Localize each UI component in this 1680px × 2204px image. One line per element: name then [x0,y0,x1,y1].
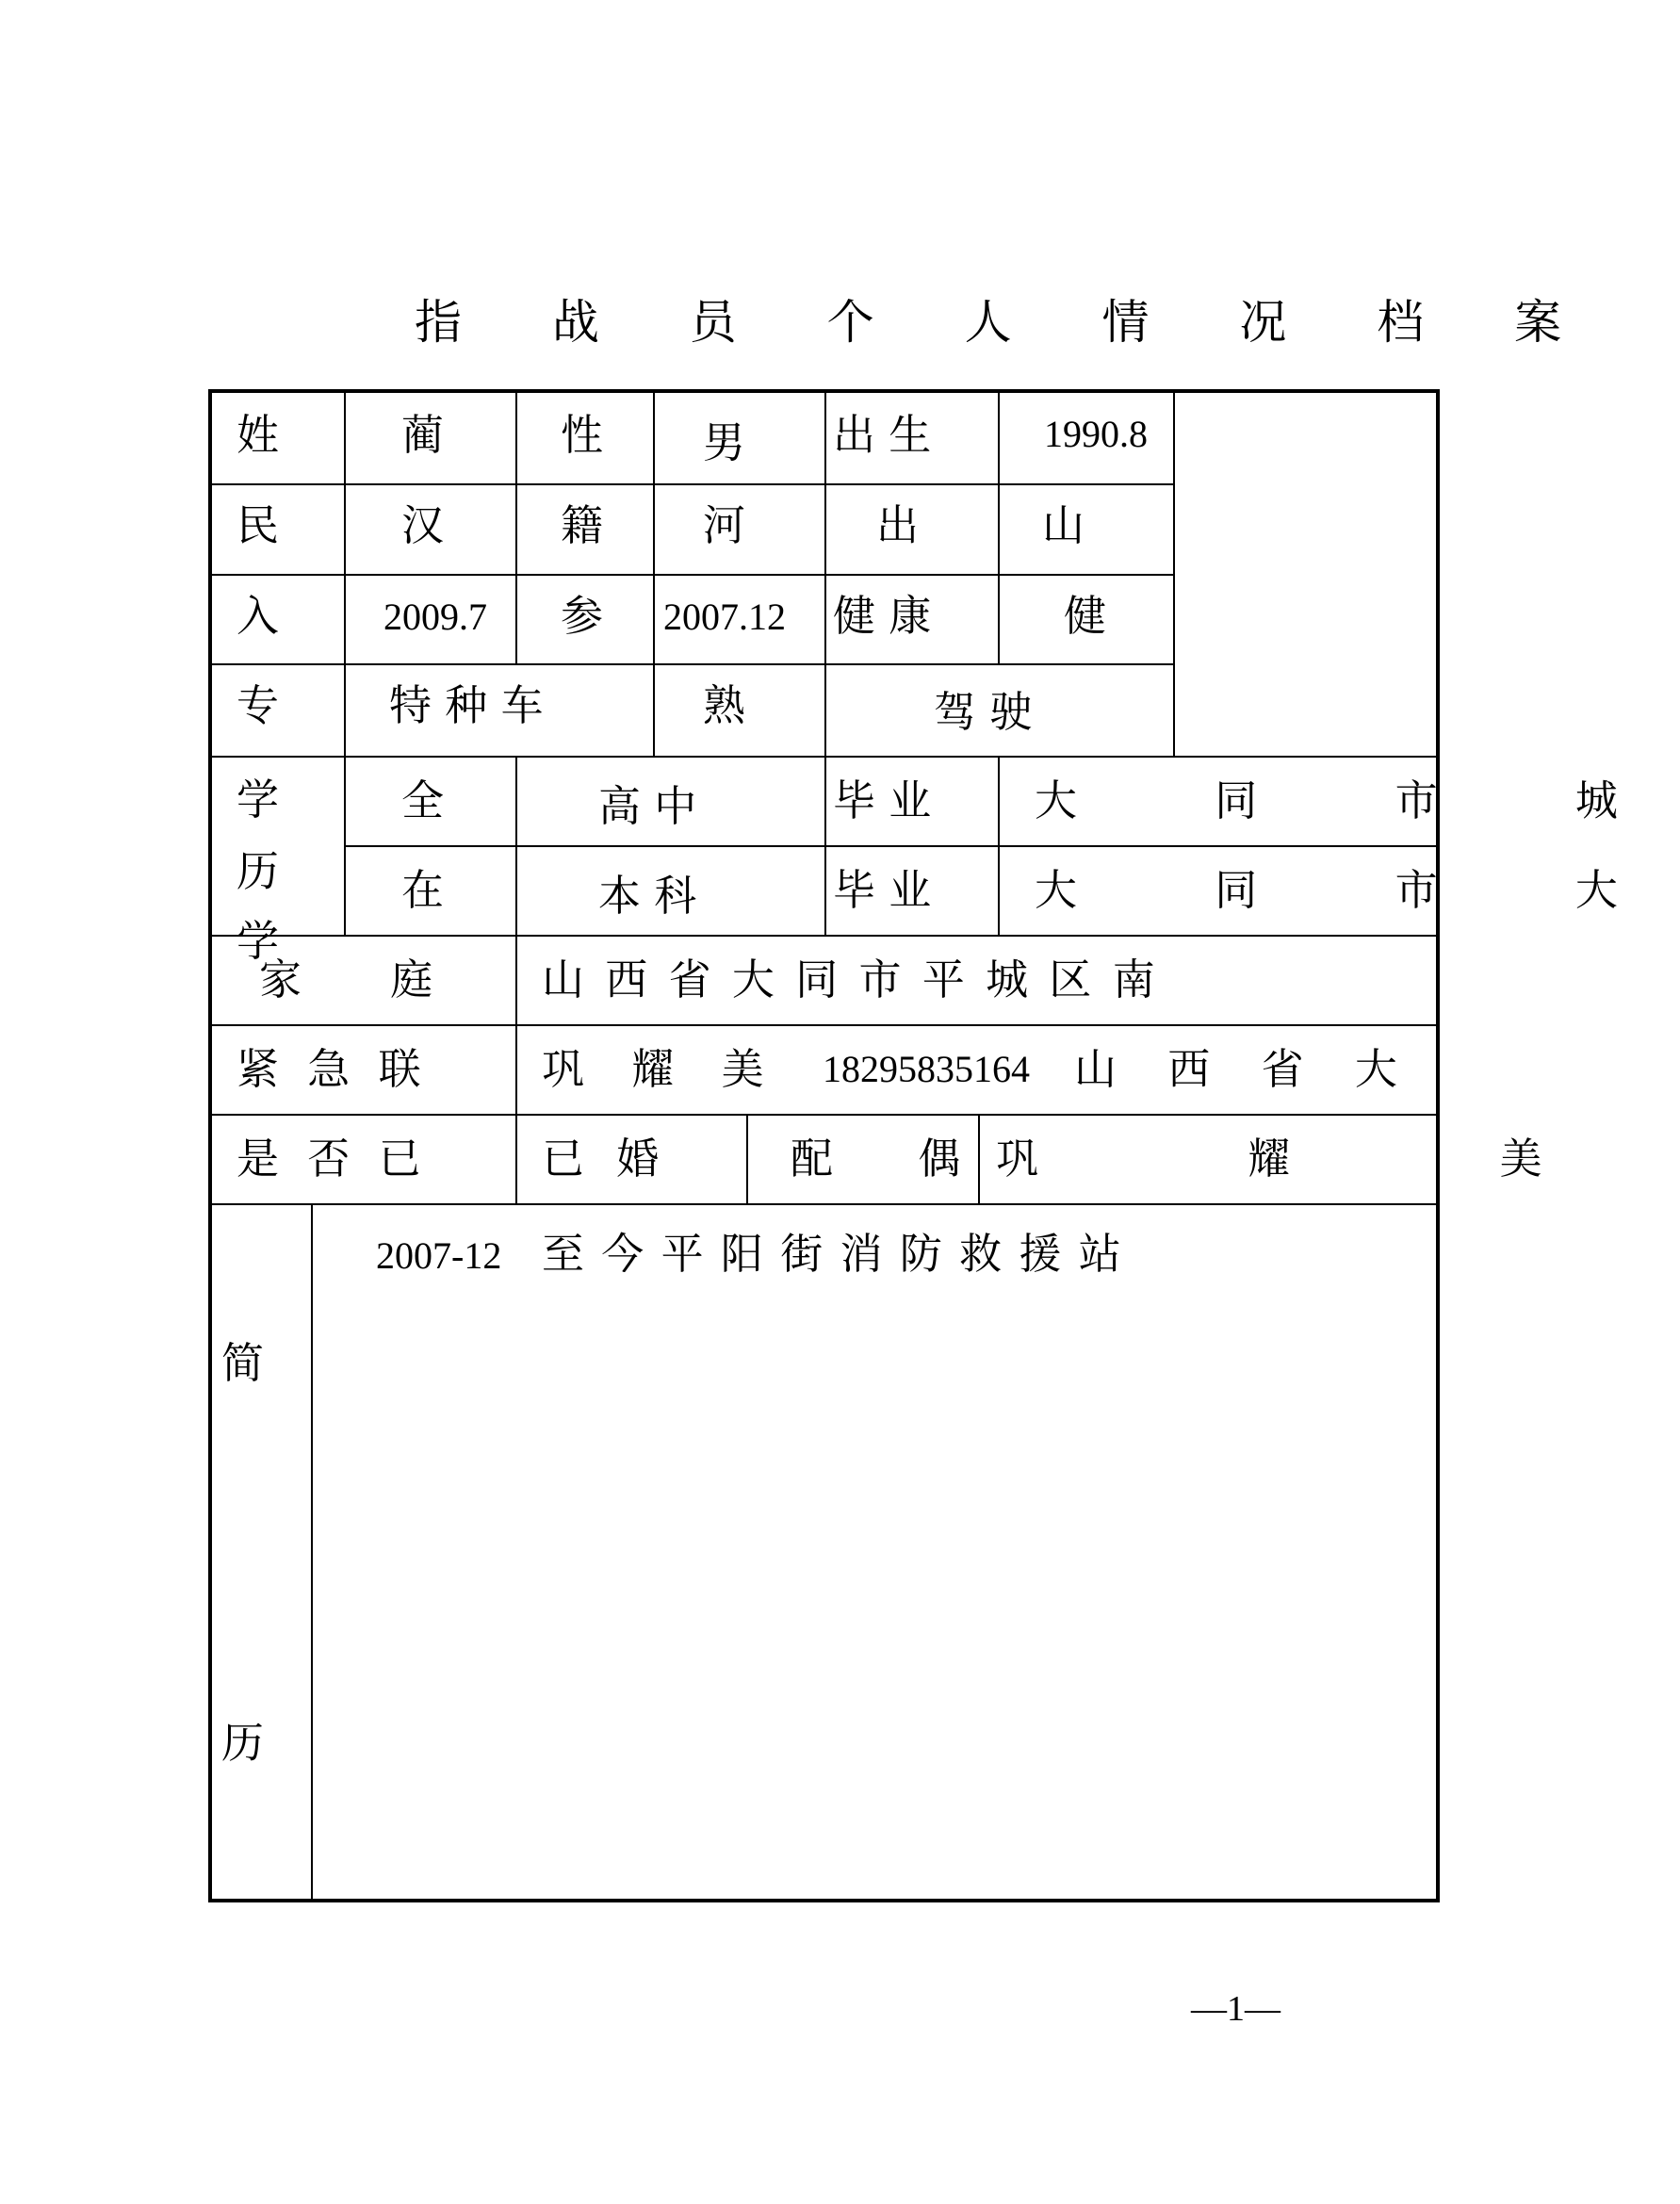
native-place-value: 河 [703,500,746,550]
native-place-label: 籍 [561,500,604,550]
health-label: 健 康 [833,591,932,641]
page-number: —1— [1191,1989,1280,2029]
birth-label: 出 生 [833,410,932,460]
specialty-value: 特 种 车 [389,680,544,730]
marital-status-label: 是 否 已 [237,1134,429,1184]
education-side-label: 学 历 学 [237,775,280,966]
surname-value: 蔺 [401,410,445,460]
resume-label-1: 简 [221,1338,265,1388]
health-value: 健 [1064,591,1107,641]
emergency-contact-label: 紧 急 联 [237,1044,429,1094]
fulltime-degree: 高 中 [598,781,697,831]
resume-entry-text: 至 今 平 阳 街 消 防 救 援 站 [542,1229,1123,1279]
enlist-date-value: 2007.12 [663,596,786,638]
inservice-school: 大 同 市 大 [1035,865,1680,915]
fulltime-graduated-label: 毕 业 [833,775,932,825]
skill-value: 驾 驶 [934,687,1033,737]
gender-label: 性 [561,410,604,460]
personnel-record-table [208,389,1680,1902]
enlist-date-label: 参 [561,591,604,641]
join-date-value: 2009.7 [383,596,487,638]
inservice-label: 在 [401,865,445,915]
emergency-contact-phone: 18295835164 [823,1048,1030,1090]
fulltime-label: 全 [401,775,445,825]
surname-label: 姓 [237,410,280,460]
fulltime-school: 大 同 市 城 [1035,775,1680,825]
skill-label: 熟 [703,680,746,730]
ethnicity-value: 汉 [401,500,445,550]
inservice-degree: 本 科 [598,871,697,921]
resume-label-2: 历 [221,1718,265,1768]
marital-status-value: 已 婚 [542,1134,669,1184]
spouse-label: 配 偶 [791,1134,997,1184]
join-date-label: 入 [237,591,280,641]
ethnicity-label: 民 [237,500,280,550]
emergency-contact-name: 巩 耀 美 [542,1044,781,1094]
family-address-value: 山 西 省 大 同 市 平 城 区 南 [542,955,1159,1004]
specialty-label: 专 [237,680,280,730]
inservice-graduated-label: 毕 业 [833,865,932,915]
gender-value: 男 [703,417,746,467]
resume-entry-date: 2007-12 [376,1234,502,1277]
page-title: 指 战 员 个 人 情 况 档 案 [415,295,1600,350]
emergency-contact-address: 山 西 省 大 [1074,1044,1416,1094]
origin-label: 出 [876,500,920,550]
spouse-value: 巩 耀 美 [996,1134,1640,1184]
birth-value: 1990.8 [1044,413,1148,455]
family-address-label: 家 庭 [259,955,471,1004]
origin-value: 山 [1042,500,1085,550]
